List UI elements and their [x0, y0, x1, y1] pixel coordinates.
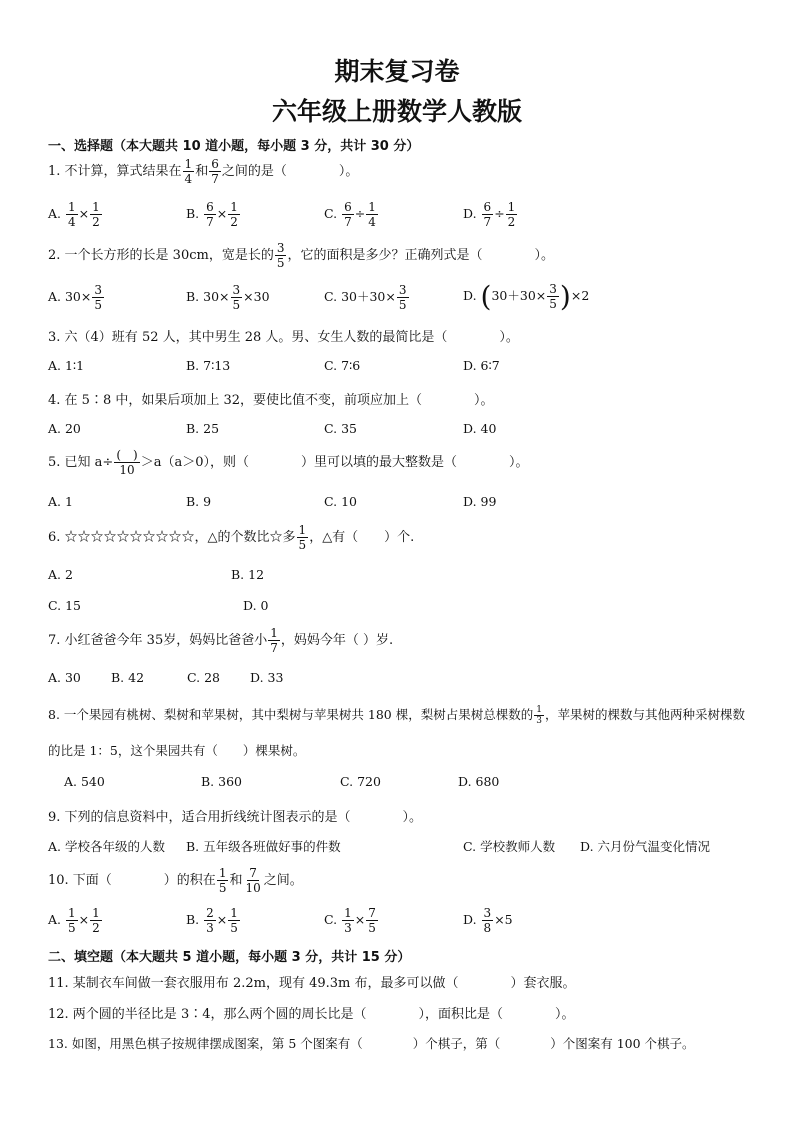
q2-option-b: B. 30× $\frac{3}{5}$ ×30: [186, 283, 270, 312]
q3-option-a: A. 1∶1: [48, 358, 85, 373]
q7-option-d: D. 33: [250, 670, 284, 685]
section-choice-heading: 一、选择题（本大题共 10 道小题，每小题 3 分，共计 30 分）: [48, 139, 420, 154]
question-3: 3. 六（4）班有 52 人，其中男生 28 人。男、女生人数的最简比是（ ）。: [48, 330, 519, 345]
question-5: 5. 已知 a÷ $\frac{( )}{10}$ ＞a（a＞0），则（ ）里可以填的最大整数是（ ）。: [48, 448, 529, 477]
q7-option-b: B. 42: [111, 670, 145, 685]
page-subtitle: 六年级上册数学人教版: [271, 97, 522, 126]
q3-option-b: B. 7∶13: [186, 358, 231, 373]
q2-option-a: A. 30× $\frac{3}{5}$: [48, 283, 102, 312]
q6-option-d: D. 0: [243, 598, 269, 613]
q1-option-a: A. $\frac{1}{4}$ × $\frac{1}{2}$: [48, 200, 100, 229]
question-9: 9. 下列的信息资料中，适合用折线统计图表示的是（ ）。: [48, 810, 423, 825]
q4-option-c: C. 35: [324, 421, 357, 436]
q5-option-a: A. 1: [48, 494, 73, 509]
q6-option-a: A. 2: [48, 567, 73, 582]
q9-option-c: C. 学校教师人数: [463, 839, 556, 854]
question-10: 10. 下面（ ）的积在 $\frac{1}{5}$ 和 $\frac{7}{10}$ 之间。: [48, 866, 303, 895]
page-title: 期末复习卷: [334, 57, 460, 86]
q1-option-c: C. $\frac{6}{7}$ ÷ $\frac{1}{4}$: [324, 200, 376, 229]
q10-option-d: D. $\frac{3}{8}$ ×5: [463, 906, 513, 935]
q5-option-c: C. 10: [324, 494, 357, 509]
q5-option-d: D. 99: [463, 494, 497, 509]
q4-option-b: B. 25: [186, 421, 220, 436]
q2-option-c: C. 30＋30× $\frac{3}{5}$: [324, 283, 407, 312]
q4-option-a: A. 20: [48, 421, 81, 436]
q9-option-d: D. 六月份气温变化情况: [580, 839, 711, 854]
q8-option-b: B. 360: [201, 774, 242, 789]
q10-option-c: C. $\frac{1}{3}$ × $\frac{7}{5}$: [324, 906, 376, 935]
question-11: 11. 某制衣车间做一套衣服用布 2.2m，现有 49.3m 布，最多可以做（ ）套衣服。: [48, 976, 576, 991]
question-2: 2. 一个长方形的长是 30cm，宽是长的 $\frac{3}{5}$ ，它的面积是多少？正确列式是（ ）。: [48, 241, 554, 270]
q10-option-b: B. $\frac{2}{3}$ × $\frac{1}{5}$: [186, 906, 238, 935]
question-12: 12. 两个圆的半径比是 3∶4，那么两个圆的周长比是（ ），面积比是（ ）。: [48, 1007, 575, 1022]
q8-option-c: C. 720: [340, 774, 381, 789]
question-1: 1. 不计算，算式结果在 $\frac{1}{4}$ 和 $\frac{6}{7}$ 之间的是（ ）。: [48, 157, 359, 186]
section-fill-heading: 二、填空题（本大题共 5 道小题，每小题 3 分，共计 15 分）: [48, 950, 411, 965]
q9-option-a: A. 学校各年级的人数: [48, 839, 165, 854]
q6-option-c: C. 15: [48, 598, 81, 613]
q9-option-b: B. 五年级各班做好事的件数: [186, 839, 341, 854]
q2-option-d: D. (30＋30× $\frac{3}{5}$ )×2: [463, 280, 590, 313]
q6-option-b: B. 12: [231, 567, 265, 582]
q7-option-c: C. 28: [187, 670, 220, 685]
q8-option-d: D. 680: [458, 774, 500, 789]
q3-option-d: D. 6∶7: [463, 358, 500, 373]
question-7: 7. 小红爸爸今年 35岁，妈妈比爸爸小 $\frac{1}{7}$ ，妈妈今年（ ）岁.: [48, 626, 394, 655]
q7-option-a: A. 30: [48, 670, 81, 685]
question-4: 4. 在 5∶8 中，如果后项加上 32，要使比值不变，前项应加上（ ）。: [48, 393, 494, 408]
q5-option-b: B. 9: [186, 494, 212, 509]
question-6: 6. ☆☆☆☆☆☆☆☆☆☆，△的个数比☆多 $\frac{1}{5}$ ，△有（ ）个.: [48, 523, 415, 552]
q1-option-b: B. $\frac{6}{7}$ × $\frac{1}{2}$: [186, 200, 238, 229]
q1-option-d: D. $\frac{6}{7}$ ÷ $\frac{1}{2}$: [463, 200, 516, 229]
q8-option-a: A. 540: [64, 774, 105, 789]
q4-option-d: D. 40: [463, 421, 497, 436]
question-13: 13. 如图，用黑色棋子按规律摆成图案，第 5 个图案有（ ）个棋子，第（ ）个图案有 100 个棋子。: [48, 1036, 695, 1051]
q10-option-a: A. $\frac{1}{5}$ × $\frac{1}{2}$: [48, 906, 100, 935]
q3-option-c: C. 7∶6: [324, 358, 361, 373]
question-8: 8. 一个果园有桃树、梨树和苹果树，其中梨树与苹果树共 180 棵，梨树占果树总棵数的 $\frac{1}{3}$ ，苹果树的棵数与其他两种采树棵数的比是 1：5，这个果园共有（ ）棵果树。: [48, 705, 745, 758]
